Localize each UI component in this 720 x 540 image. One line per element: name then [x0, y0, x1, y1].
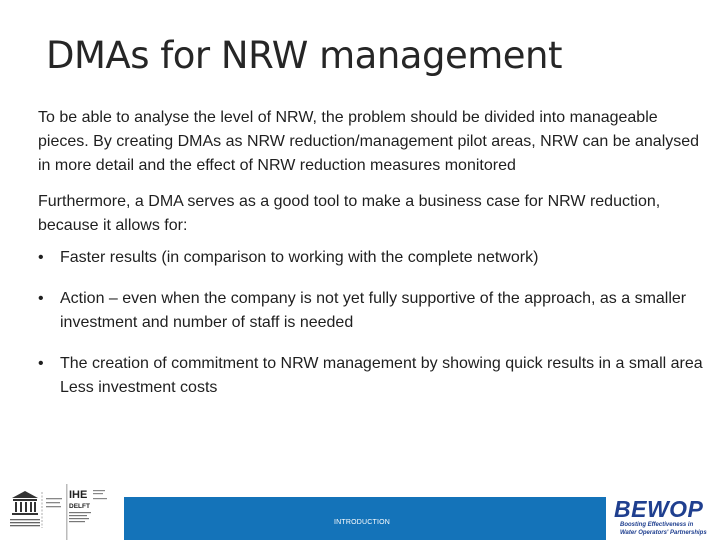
list-item	[38, 287, 708, 335]
business-case-paragraph: Furthermore, a DMA serves as a good tool to make a business case for NRW reduction, because it allows for:	[38, 193, 661, 234]
footer-section-label: INTRODUCTION	[334, 519, 391, 526]
bullet-icon: •	[38, 290, 44, 307]
bewop-tagline-2: Water Operators' Partnerships	[620, 530, 707, 536]
bullet-icon: •	[38, 249, 44, 266]
intro-paragraph: To be able to analyse the level of NRW, the problem should be divided into manageable pieces. By creating DMAs as NRW reduction/management pilot areas, NRW can be analysed in more detail and the effect of NRW reduction measures monitored	[38, 109, 700, 174]
bullet-list	[38, 246, 708, 400]
bewop-logo-text: BEWOP	[614, 496, 704, 522]
ihe-logo-bottom-text: DELFT	[69, 503, 90, 510]
bullet-text: Action – even when the company is not yet fully supportive of the approach, as a smaller investment and number of staff is needed	[60, 290, 687, 331]
list-item	[38, 352, 708, 400]
unesco-logo-icon	[8, 484, 64, 540]
slide-title: DMAs for NRW management	[46, 34, 562, 77]
bullet-icon: •	[38, 355, 44, 372]
ihe-delft-logo-icon	[66, 484, 126, 540]
ihe-logo-top-text: IHE	[69, 489, 88, 501]
bewop-tagline-1: Boosting Effectiveness in	[620, 522, 694, 528]
list-item	[38, 246, 708, 270]
bullet-text: The creation of commitment to NRW management by showing quick results in a small area Less investment costs	[60, 355, 703, 396]
slide-body	[38, 106, 708, 417]
bullet-text: Faster results (in comparison to working with the complete network)	[60, 249, 539, 266]
